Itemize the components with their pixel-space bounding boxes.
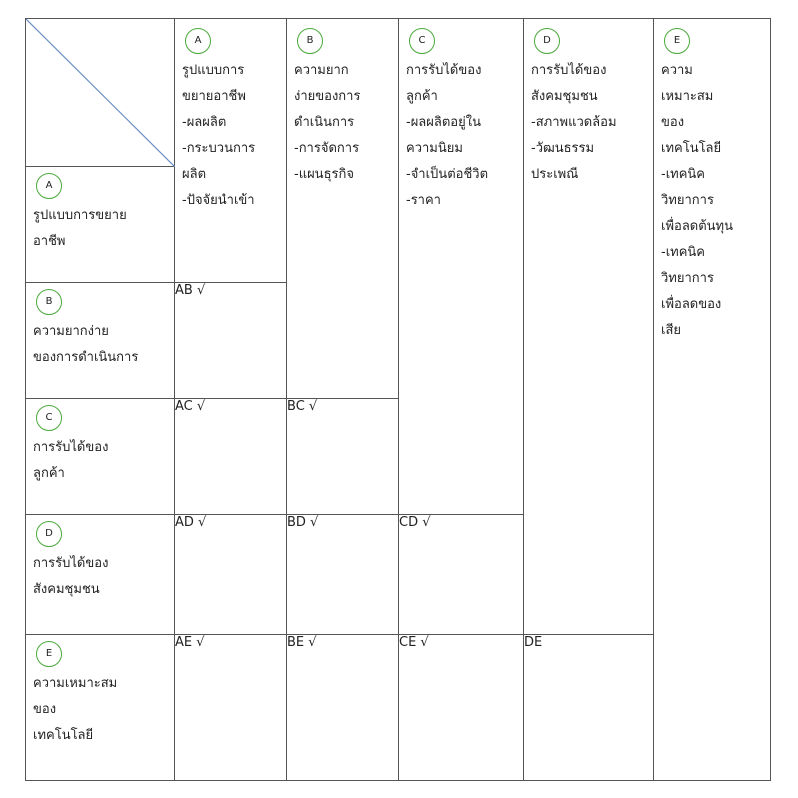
pair-cell-ab: AB √: [175, 283, 287, 399]
row-header-text: การรับได้ของ สังคมชุมชน: [33, 556, 109, 597]
pair-cell-ac: AC √: [175, 399, 287, 515]
letter-circle: E: [664, 28, 690, 54]
letter-circle: A: [36, 173, 62, 199]
column-header-d: [524, 19, 654, 635]
letter-circle: E: [36, 641, 62, 667]
column-header-b: [287, 19, 399, 399]
row-header-text: รูปแบบการขยาย อาชีพ: [33, 208, 127, 249]
column-header-text: ความ เหมาะสม ของ เทคโนโลยี -เทคนิค วิทยาการ เพื่อลดต้นทุน -เทคนิค วิทยาการ เพื่อลดของ เสีย: [661, 63, 734, 338]
pair-cell-bc: BC √: [287, 399, 399, 515]
row-header-c: [26, 399, 175, 515]
column-header-text: รูปแบบการ ขยายอาชีพ -ผลผลิต -กระบวนการ ผลิต -ปัจจัยนำเข้า: [182, 63, 256, 208]
letter-circle: C: [409, 28, 435, 54]
comparison-matrix: [25, 18, 771, 781]
row-header-a: [26, 167, 175, 283]
pair-cell-ae: AE √: [175, 635, 287, 781]
corner-cell: [26, 19, 175, 167]
diagonal-line: [26, 19, 175, 167]
pair-cell-cd: CD √: [399, 515, 524, 635]
pair-cell-ce: CE √: [399, 635, 524, 781]
pair-cell-bd: BD √: [287, 515, 399, 635]
row-header-text: ความเหมาะสม ของ เทคโนโลยี: [33, 676, 118, 743]
letter-circle: A: [185, 28, 211, 54]
letter-circle: C: [36, 405, 62, 431]
pair-cell-be: BE √: [287, 635, 399, 781]
letter-circle: B: [36, 289, 62, 315]
letter-circle: D: [36, 521, 62, 547]
pair-cell-ad: AD √: [175, 515, 287, 635]
pair-cell-de: DE: [524, 635, 654, 781]
column-header-a: [175, 19, 287, 283]
row-header-e: [26, 635, 175, 781]
row-header-text: ความยากง่าย ของการดำเนินการ: [33, 324, 139, 365]
letter-circle: B: [297, 28, 323, 54]
row-header-d: [26, 515, 175, 635]
column-header-c: [399, 19, 524, 515]
column-header-text: การรับได้ของ ลูกค้า -ผลผลิตอยู่ใน ความนิยม -จำเป็นต่อชีวิต -ราคา: [406, 63, 489, 208]
column-header-text: ความยาก ง่ายของการ ดำเนินการ -การจัดการ -แผนธุรกิจ: [294, 63, 361, 182]
row-header-b: [26, 283, 175, 399]
letter-circle: D: [534, 28, 560, 54]
column-header-e: [654, 19, 771, 781]
row-header-text: การรับได้ของ ลูกค้า: [33, 440, 109, 481]
column-header-text: การรับได้ของ สังคมชุมชน -สภาพแวดล้อม -วัฒนธรรม ประเพณี: [531, 63, 617, 182]
